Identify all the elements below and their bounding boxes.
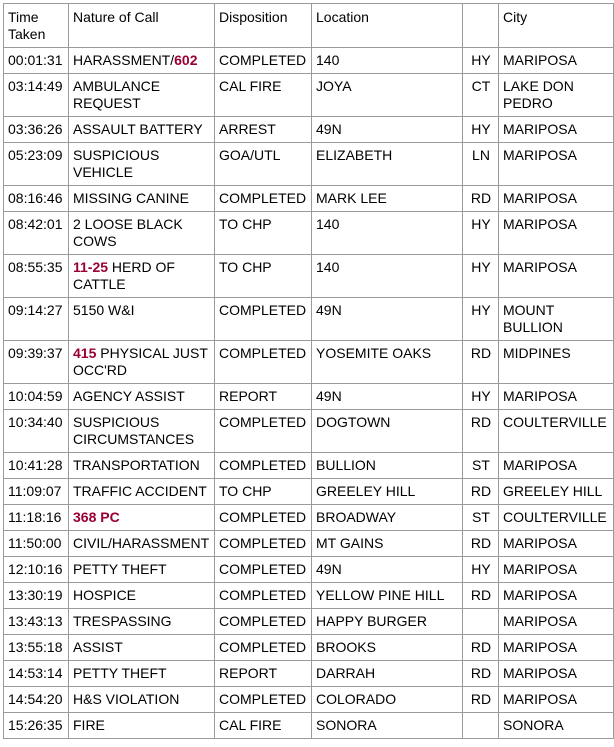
- cell-time: 11:18:16: [4, 505, 69, 531]
- table-row: [4, 557, 614, 583]
- cell-location: BULLION: [312, 453, 463, 479]
- table-row: [4, 713, 614, 739]
- call-nature-text: MISSING CANINE: [73, 190, 189, 206]
- cell-nature: [69, 505, 215, 531]
- cell-location: 49N: [312, 117, 463, 143]
- cell-nature: [69, 298, 215, 341]
- cell-street-type: [463, 609, 499, 635]
- cell-city: MOUNT BULLION: [499, 298, 614, 341]
- call-nature-text: 2 LOOSE BLACK COWS: [73, 216, 183, 249]
- cell-location: MARK LEE: [312, 186, 463, 212]
- call-nature-text: FIRE: [73, 717, 105, 733]
- cell-city: SONORA: [499, 713, 614, 739]
- cell-nature: [69, 635, 215, 661]
- cell-location: 49N: [312, 384, 463, 410]
- cell-time: 08:42:01: [4, 212, 69, 255]
- cell-street-type: HY: [463, 212, 499, 255]
- cell-disposition: COMPLETED: [215, 531, 312, 557]
- cell-time: 00:01:31: [4, 48, 69, 74]
- cell-nature: [69, 531, 215, 557]
- cell-disposition: TO CHP: [215, 255, 312, 298]
- call-code: 11-25: [73, 259, 109, 275]
- cell-city: MARIPOSA: [499, 661, 614, 687]
- cell-location: DARRAH: [312, 661, 463, 687]
- call-nature-text: H&S VIOLATION: [73, 691, 180, 707]
- call-nature-text: ASSAULT BATTERY: [73, 121, 203, 137]
- table-row: [4, 255, 614, 298]
- cell-city: MARIPOSA: [499, 48, 614, 74]
- cell-disposition: COMPLETED: [215, 410, 312, 453]
- table-row: [4, 186, 614, 212]
- cell-disposition: CAL FIRE: [215, 713, 312, 739]
- cell-city: MARIPOSA: [499, 583, 614, 609]
- cell-street-type: RD: [463, 341, 499, 384]
- cell-nature: [69, 48, 215, 74]
- cell-disposition: TO CHP: [215, 479, 312, 505]
- cell-nature: [69, 143, 215, 186]
- header-time: Time Taken: [4, 4, 69, 48]
- cell-nature: [69, 453, 215, 479]
- cell-street-type: RD: [463, 186, 499, 212]
- cell-street-type: [463, 713, 499, 739]
- cell-city: MARIPOSA: [499, 186, 614, 212]
- cell-city: MARIPOSA: [499, 531, 614, 557]
- table-row: [4, 48, 614, 74]
- table-row: [4, 635, 614, 661]
- cell-city: MARIPOSA: [499, 117, 614, 143]
- cell-location: MT GAINS: [312, 531, 463, 557]
- cell-nature: [69, 583, 215, 609]
- cell-nature: [69, 410, 215, 453]
- cell-location: 140: [312, 48, 463, 74]
- cell-disposition: COMPLETED: [215, 583, 312, 609]
- call-nature-text: TRAFFIC ACCIDENT: [73, 483, 207, 499]
- table-row: [4, 410, 614, 453]
- call-nature-text: ASSIST: [73, 639, 123, 655]
- cell-location: DOGTOWN: [312, 410, 463, 453]
- cell-time: 10:34:40: [4, 410, 69, 453]
- cell-street-type: LN: [463, 143, 499, 186]
- table-row: [4, 298, 614, 341]
- call-nature-text: TRANSPORTATION: [73, 457, 200, 473]
- cell-location: ELIZABETH: [312, 143, 463, 186]
- cell-street-type: HY: [463, 117, 499, 143]
- cell-time: 15:26:35: [4, 713, 69, 739]
- cell-street-type: ST: [463, 453, 499, 479]
- cell-street-type: RD: [463, 635, 499, 661]
- table-row: [4, 479, 614, 505]
- cell-nature: [69, 609, 215, 635]
- table-row: [4, 384, 614, 410]
- table-row: [4, 583, 614, 609]
- table-row: [4, 74, 614, 117]
- cell-disposition: COMPLETED: [215, 298, 312, 341]
- cell-city: MARIPOSA: [499, 609, 614, 635]
- table-row: [4, 212, 614, 255]
- table-header: [4, 4, 614, 48]
- table-body: [4, 48, 614, 739]
- cell-nature: [69, 186, 215, 212]
- cell-time: 10:04:59: [4, 384, 69, 410]
- cell-time: 12:10:16: [4, 557, 69, 583]
- call-log-table: [3, 3, 614, 739]
- cell-time: 09:14:27: [4, 298, 69, 341]
- call-nature-text: SUSPICIOUS VEHICLE: [73, 147, 160, 180]
- cell-disposition: COMPLETED: [215, 635, 312, 661]
- call-nature-text: HOSPICE: [73, 587, 137, 603]
- cell-location: 140: [312, 255, 463, 298]
- cell-city: MARIPOSA: [499, 212, 614, 255]
- table-row: [4, 609, 614, 635]
- cell-nature: [69, 255, 215, 298]
- cell-street-type: HY: [463, 255, 499, 298]
- cell-time: 13:30:19: [4, 583, 69, 609]
- cell-disposition: COMPLETED: [215, 186, 312, 212]
- table-row: [4, 531, 614, 557]
- cell-time: 05:23:09: [4, 143, 69, 186]
- call-nature-text: 5150 W&I: [73, 302, 135, 318]
- cell-city: GREELEY HILL: [499, 479, 614, 505]
- cell-city: MARIPOSA: [499, 453, 614, 479]
- cell-street-type: HY: [463, 384, 499, 410]
- cell-location: JOYA: [312, 74, 463, 117]
- cell-time: 11:09:07: [4, 479, 69, 505]
- cell-disposition: COMPLETED: [215, 341, 312, 384]
- cell-nature: [69, 384, 215, 410]
- cell-street-type: HY: [463, 298, 499, 341]
- cell-street-type: CT: [463, 74, 499, 117]
- call-nature-text: PETTY THEFT: [73, 561, 167, 577]
- table-row: [4, 661, 614, 687]
- cell-time: 03:14:49: [4, 74, 69, 117]
- call-nature-text: AGENCY ASSIST: [73, 388, 185, 404]
- call-code: 368 PC: [73, 509, 120, 525]
- cell-time: 14:54:20: [4, 687, 69, 713]
- header-nature: Nature of Call: [69, 4, 215, 48]
- cell-disposition: COMPLETED: [215, 453, 312, 479]
- cell-city: MARIPOSA: [499, 557, 614, 583]
- cell-location: BROOKS: [312, 635, 463, 661]
- cell-nature: [69, 687, 215, 713]
- cell-city: MARIPOSA: [499, 635, 614, 661]
- cell-city: MARIPOSA: [499, 687, 614, 713]
- cell-location: GREELEY HILL: [312, 479, 463, 505]
- cell-street-type: RD: [463, 410, 499, 453]
- call-code: 415: [73, 345, 97, 361]
- cell-disposition: REPORT: [215, 384, 312, 410]
- table-row: [4, 117, 614, 143]
- cell-nature: [69, 341, 215, 384]
- cell-nature: [69, 117, 215, 143]
- cell-time: 13:55:18: [4, 635, 69, 661]
- cell-location: COLORADO: [312, 687, 463, 713]
- cell-time: 03:36:26: [4, 117, 69, 143]
- header-street-type: [463, 4, 499, 48]
- cell-nature: [69, 713, 215, 739]
- cell-city: MARIPOSA: [499, 384, 614, 410]
- cell-location: SONORA: [312, 713, 463, 739]
- call-nature-text: CIVIL/HARASSMENT: [73, 535, 210, 551]
- cell-location: 140: [312, 212, 463, 255]
- cell-time: 10:41:28: [4, 453, 69, 479]
- header-row: [4, 4, 614, 48]
- cell-location: YELLOW PINE HILL: [312, 583, 463, 609]
- table-row: [4, 505, 614, 531]
- cell-street-type: RD: [463, 661, 499, 687]
- cell-time: 09:39:37: [4, 341, 69, 384]
- cell-disposition: CAL FIRE: [215, 74, 312, 117]
- cell-time: 08:16:46: [4, 186, 69, 212]
- cell-street-type: HY: [463, 48, 499, 74]
- cell-location: 49N: [312, 557, 463, 583]
- cell-disposition: COMPLETED: [215, 687, 312, 713]
- cell-nature: [69, 557, 215, 583]
- call-nature-text: TRESPASSING: [73, 613, 172, 629]
- call-nature-text: SUSPICIOUS CIRCUMSTANCES: [73, 414, 195, 447]
- cell-city: LAKE DON PEDRO: [499, 74, 614, 117]
- cell-disposition: COMPLETED: [215, 609, 312, 635]
- cell-city: MARIPOSA: [499, 255, 614, 298]
- header-location: Location: [312, 4, 463, 48]
- cell-street-type: RD: [463, 531, 499, 557]
- table-row: [4, 687, 614, 713]
- cell-nature: [69, 661, 215, 687]
- header-city: City: [499, 4, 614, 48]
- cell-location: 49N: [312, 298, 463, 341]
- cell-street-type: RD: [463, 583, 499, 609]
- header-disposition: Disposition: [215, 4, 312, 48]
- cell-street-type: RD: [463, 687, 499, 713]
- cell-street-type: RD: [463, 479, 499, 505]
- cell-disposition: TO CHP: [215, 212, 312, 255]
- cell-nature: [69, 74, 215, 117]
- cell-city: MIDPINES: [499, 341, 614, 384]
- cell-nature: [69, 479, 215, 505]
- call-code-suffix: 602: [174, 52, 198, 68]
- cell-time: 08:55:35: [4, 255, 69, 298]
- table-row: [4, 341, 614, 384]
- call-nature-text: HERD OF CATTLE: [73, 259, 175, 292]
- table-row: [4, 143, 614, 186]
- cell-location: YOSEMITE OAKS: [312, 341, 463, 384]
- call-nature-text: PETTY THEFT: [73, 665, 167, 681]
- cell-disposition: COMPLETED: [215, 48, 312, 74]
- cell-time: 13:43:13: [4, 609, 69, 635]
- cell-city: MARIPOSA: [499, 143, 614, 186]
- cell-street-type: ST: [463, 505, 499, 531]
- call-nature-text: PHYSICAL JUST OCC'RD: [73, 345, 208, 378]
- call-nature-text: HARASSMENT/: [73, 52, 175, 68]
- cell-disposition: ARREST: [215, 117, 312, 143]
- cell-street-type: HY: [463, 557, 499, 583]
- cell-city: COULTERVILLE: [499, 505, 614, 531]
- table-row: [4, 453, 614, 479]
- cell-time: 14:53:14: [4, 661, 69, 687]
- cell-time: 11:50:00: [4, 531, 69, 557]
- cell-disposition: COMPLETED: [215, 557, 312, 583]
- cell-disposition: GOA/UTL: [215, 143, 312, 186]
- cell-disposition: REPORT: [215, 661, 312, 687]
- cell-disposition: COMPLETED: [215, 505, 312, 531]
- cell-location: HAPPY BURGER: [312, 609, 463, 635]
- cell-nature: [69, 212, 215, 255]
- cell-location: BROADWAY: [312, 505, 463, 531]
- cell-city: COULTERVILLE: [499, 410, 614, 453]
- call-nature-text: AMBULANCE REQUEST: [73, 78, 161, 111]
